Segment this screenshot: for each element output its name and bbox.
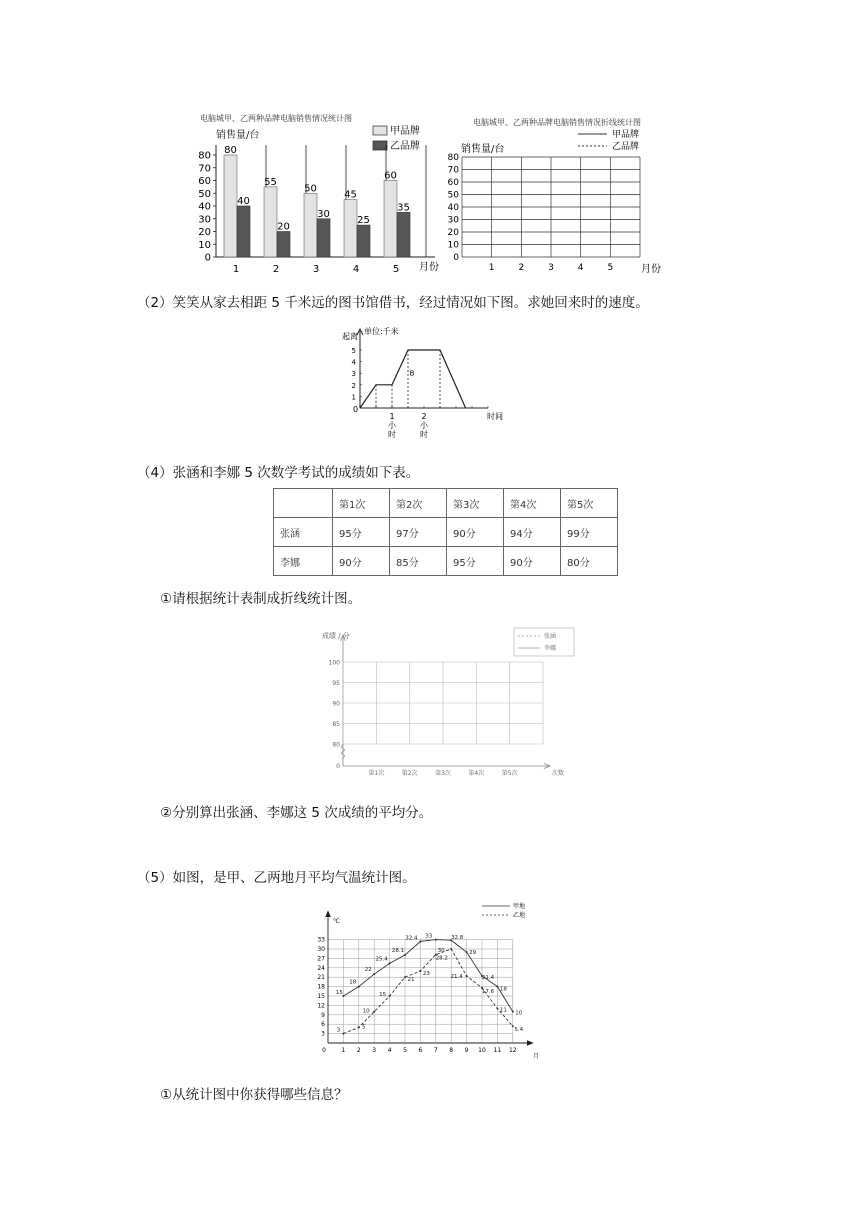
temp-point-jia: [404, 954, 406, 956]
table-cell: 95分: [333, 518, 390, 547]
temp-point-yi: [466, 975, 468, 977]
temp-legend-yi: 乙地: [513, 912, 526, 919]
line-grid-y-tick: 50: [447, 190, 459, 201]
bar-yi: [237, 206, 250, 257]
legend-swatch-yi: [373, 141, 387, 150]
temp-y-tick: 3: [321, 1030, 325, 1038]
bar-jia: [304, 193, 317, 257]
distance-time-graph: [340, 325, 520, 445]
temp-point-yi: [389, 995, 391, 997]
bar-jia: [384, 181, 397, 258]
score-y-tick: 100: [328, 659, 340, 667]
dist-y-tick: 4: [351, 358, 356, 367]
temp-legend-jia: 甲地: [513, 903, 526, 910]
bar-y-tick-label: 10: [198, 239, 211, 251]
temp-label-jia: 32.4: [405, 935, 418, 942]
temp-point-jia: [389, 962, 391, 964]
temp-label-yi: 23: [422, 970, 430, 977]
table-cell: 90分: [447, 518, 504, 547]
line-grid-x-tick: 3: [548, 263, 554, 273]
line-grid-x-tick: 5: [607, 263, 614, 273]
temp-point-yi: [342, 1033, 344, 1035]
legend-swatch-jia: [373, 126, 387, 135]
distance-unit-label: 单位:千米: [364, 327, 399, 336]
dist-y-tick: 5: [351, 347, 356, 355]
score-y-tick: 80: [332, 741, 340, 749]
line-grid-legend-jia: 甲品牌: [612, 130, 640, 140]
temp-y-tick: 15: [317, 993, 325, 1000]
temp-label-jia: 25.4: [375, 956, 388, 963]
line-grid-y-tick: 30: [447, 215, 459, 226]
score-y-tick: 90: [332, 700, 340, 708]
line-grid-xlabel: 月份: [641, 264, 661, 275]
line-grid-title: 电脑城甲、乙两种品牌电脑销售情况折线统计图: [473, 118, 641, 127]
score-legend-zhang: 张涵: [544, 633, 557, 640]
temp-label-jia: 21.4: [481, 974, 495, 981]
temp-point-jia: [496, 986, 498, 988]
temp-x-tick: 0: [322, 1047, 326, 1054]
line-grid-legend-yi: 乙品牌: [612, 142, 640, 152]
score-grid-xlabel: 次数: [552, 770, 565, 777]
dist-x-label: 时: [420, 430, 428, 439]
temp-point-jia: [466, 951, 468, 953]
temp-label-yi: 28.2: [435, 955, 448, 962]
bar-y-tick-label: 50: [198, 188, 211, 200]
table-header-cell: 第2次: [390, 489, 447, 518]
question-4-sub1: ①请根据统计表制成折线统计图。: [160, 591, 362, 607]
dist-y-tick: 2: [351, 381, 356, 390]
question-5-sub1: ①从统计图中你获得哪些信息？: [160, 1087, 348, 1103]
bar-yi: [317, 219, 330, 257]
bar-x-tick-label: 5: [392, 264, 400, 275]
temp-label-yi: 30: [437, 948, 445, 954]
temp-point-jia: [512, 1011, 514, 1013]
table-cell: 90分: [333, 547, 390, 576]
bar-yi: [277, 232, 290, 258]
temp-x-tick: 4: [387, 1047, 392, 1054]
temp-label-jia: 22: [364, 967, 372, 974]
line-grid-y-tick: 10: [447, 240, 459, 251]
table-cell: 85分: [390, 547, 447, 576]
temp-xlabel: 月: [533, 1053, 540, 1060]
line-grid-x-tick: 4: [577, 263, 584, 273]
dist-x-label: 小: [420, 421, 428, 430]
bar-y-tick-label: 0: [204, 252, 211, 264]
temp-label-yi: 3: [336, 1027, 341, 1034]
bar-yi-data-label: 25: [357, 215, 370, 227]
table-cell: 99分: [561, 518, 618, 547]
score-table: [273, 488, 618, 576]
score-line-grid: [318, 626, 578, 786]
temperature-line-chart: [310, 898, 550, 1063]
temp-y-arrow: [326, 911, 331, 917]
table-cell: 97分: [390, 518, 447, 547]
dist-x-label: 时: [388, 430, 396, 439]
bar-y-tick-label: 70: [198, 163, 211, 175]
temp-point-yi: [404, 976, 406, 978]
bar-chart-title: 电脑城甲、乙两种品牌电脑销售情况统计图: [200, 114, 352, 123]
line-grid-x-tick: 2: [518, 263, 525, 273]
table-header-cell: 第4次: [504, 489, 561, 518]
temp-point-yi: [419, 970, 421, 972]
bar-yi: [397, 212, 410, 257]
bar-x-tick-label: 4: [352, 264, 360, 275]
temp-label-yi: 10: [362, 1008, 370, 1015]
temp-label-jia: 10: [515, 1010, 523, 1017]
temp-x-tick: 8: [449, 1047, 454, 1054]
temp-x-tick: 7: [433, 1047, 438, 1054]
temp-y-tick: 6: [321, 1021, 325, 1029]
legend-label-jia: 甲品牌: [390, 126, 420, 137]
temp-point-yi: [496, 1008, 498, 1010]
temp-label-jia: 18: [349, 979, 357, 986]
temp-y-tick: 33: [317, 936, 325, 944]
sales-line-grid: [445, 112, 670, 280]
dist-x-label: 2: [421, 412, 427, 421]
bar-y-tick-label: 80: [198, 150, 211, 162]
temp-label-yi: 21: [407, 977, 415, 984]
temp-label-yi: 11: [499, 1007, 507, 1014]
dist-y-tick: 3: [351, 370, 356, 379]
dist-y-tick: 1: [351, 393, 356, 402]
dist-x-label: 小: [388, 421, 396, 430]
score-grid-ylabel: 成绩 / 分: [322, 632, 350, 640]
table-row: [274, 518, 618, 547]
temp-label-yi: 17.6: [481, 988, 495, 995]
temp-label-yi: 15: [379, 992, 387, 998]
temp-label-jia: 29: [469, 950, 477, 957]
score-x-tick: 第4次: [468, 770, 485, 777]
temp-x-tick: 1: [341, 1047, 346, 1054]
temp-y-tick: 12: [317, 1002, 325, 1010]
bar-yi-data-label: 30: [317, 208, 330, 220]
line-grid-y-tick: 60: [447, 178, 459, 188]
temp-x-tick: 5: [403, 1047, 407, 1054]
temp-point-yi: [450, 948, 452, 950]
question-4-text: （4）张涵和李娜 5 次数学考试的成绩如下表。: [137, 465, 420, 481]
table-header-cell: 第3次: [447, 489, 504, 518]
temp-y-tick: 30: [317, 946, 325, 953]
legend-label-yi: 乙品牌: [390, 141, 420, 152]
temp-y-tick: 21: [317, 974, 325, 982]
line-grid-y-tick: 80: [447, 153, 459, 163]
bar-x-tick-label: 2: [272, 264, 280, 275]
temp-y-tick: 18: [317, 983, 325, 991]
temp-x-tick: 6: [418, 1047, 423, 1054]
bar-jia: [344, 200, 357, 257]
table-row-name: 李娜: [274, 547, 333, 576]
score-origin: 0: [336, 763, 340, 770]
bar-jia-data-label: 55: [264, 176, 277, 188]
temp-x-arrow: [527, 1041, 533, 1046]
question-5-text: （5）如图，是甲、乙两地月平均气温统计图。: [137, 870, 416, 886]
distance-ylabel: 起离: [342, 332, 358, 341]
temp-x-tick: 12: [508, 1047, 517, 1054]
score-x-tick: 第5次: [501, 770, 518, 777]
score-x-tick: 第2次: [401, 770, 418, 777]
bar-y-tick-label: 20: [198, 227, 211, 238]
temp-x-tick: 9: [464, 1047, 469, 1054]
line-grid-x-tick: 1: [488, 263, 495, 273]
table-header-cell: 第5次: [561, 489, 618, 518]
temp-label-jia: 18: [499, 986, 507, 993]
bar-yi: [357, 225, 370, 257]
dist-path: [360, 350, 466, 408]
bar-jia-data-label: 80: [224, 145, 237, 156]
dist-x-label: 1: [389, 412, 395, 421]
temp-x-tick: 11: [493, 1047, 502, 1054]
table-header-cell: 第1次: [333, 489, 390, 518]
temp-label-yi: 5: [362, 1024, 366, 1031]
bar-jia-data-label: 50: [304, 183, 317, 195]
temp-label-jia: 33: [425, 933, 433, 940]
temp-y-tick: 27: [317, 955, 325, 963]
temp-label-yi: 5.4: [514, 1027, 524, 1034]
temp-label-jia: 15: [335, 990, 343, 996]
bar-chart: [195, 110, 450, 280]
bar-y-tick-label: 40: [198, 201, 211, 213]
bar-chart-ylabel: 销售量/台: [216, 130, 260, 141]
bar-y-tick-label: 30: [198, 214, 211, 226]
temp-label-jia: 28.1: [391, 947, 405, 954]
line-grid-y-tick: 40: [447, 203, 459, 213]
temp-x-tick: 2: [356, 1047, 361, 1054]
dist-origin-label: 0: [353, 405, 359, 414]
bar-x-tick-label: 1: [232, 264, 240, 275]
line-grid-y-tick: 20: [447, 228, 459, 238]
table-header-row: [274, 489, 618, 518]
line-grid-y-tick: 70: [447, 165, 459, 176]
bar-yi-data-label: 40: [237, 196, 250, 207]
temp-point-jia: [435, 939, 437, 941]
temp-label-jia: 32.8: [451, 935, 464, 942]
table-cell: 94分: [504, 518, 561, 547]
table-cell: 80分: [561, 547, 618, 576]
bar-jia: [264, 187, 277, 257]
score-legend-li: 李娜: [544, 645, 557, 652]
score-x-tick: 第3次: [435, 770, 451, 777]
score-x-tick: 第1次: [368, 770, 385, 777]
bar-jia: [224, 155, 237, 257]
bar-yi-data-label: 35: [397, 202, 410, 214]
bar-chart-xlabel: 月份: [419, 262, 439, 273]
temp-y-tick: 9: [321, 1011, 325, 1019]
temp-point-jia: [373, 973, 375, 975]
temp-point-jia: [419, 940, 421, 942]
temp-label-yi: 21.4: [450, 973, 463, 980]
line-grid-y-tick: 0: [453, 253, 459, 263]
temp-ylabel: ℃: [333, 918, 340, 925]
bar-yi-data-label: 20: [277, 221, 290, 233]
distance-xlabel: 时间: [487, 412, 503, 421]
table-cell: 95分: [447, 547, 504, 576]
temp-point-yi: [358, 1026, 360, 1028]
table-row: [274, 547, 618, 576]
table-cell: 90分: [504, 547, 561, 576]
temp-x-tick: 3: [372, 1047, 377, 1054]
line-grid-ylabel: 销售量/台: [461, 144, 505, 155]
bar-x-tick-label: 3: [312, 264, 320, 275]
score-y-tick: 95: [332, 680, 340, 687]
bar-jia-data-label: 60: [384, 170, 397, 182]
bar-jia-data-label: 45: [344, 189, 357, 201]
temp-x-tick: 10: [478, 1047, 486, 1054]
question-4-sub2: ②分别算出张涵、李娜这 5 次成绩的平均分。: [160, 805, 433, 821]
question-2-text: （2）笑笑从家去相距 5 千米远的图书馆借书，经过情况如下图。求她回来时的速度。: [137, 295, 649, 311]
temp-point-yi: [373, 1011, 375, 1013]
bar-y-tick-label: 60: [198, 176, 211, 187]
temp-y-tick: 24: [317, 964, 325, 972]
temp-point-jia: [358, 986, 360, 988]
dist-mark-b: B: [409, 369, 415, 378]
table-corner-cell: [274, 489, 333, 518]
score-y-tick: 85: [332, 721, 340, 728]
table-row-name: 张涵: [274, 518, 333, 547]
